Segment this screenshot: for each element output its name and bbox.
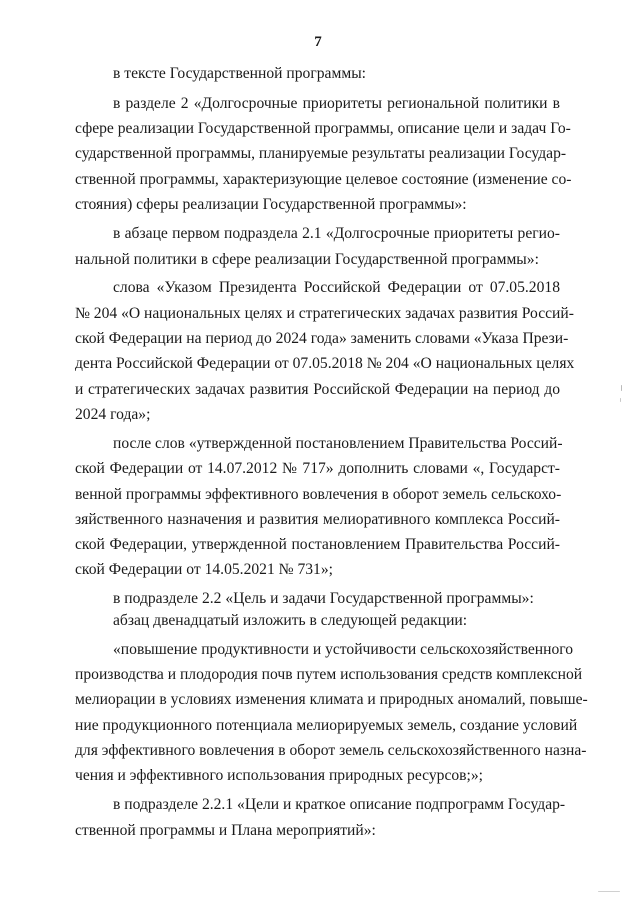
page-number: 7 (314, 34, 322, 50)
text-line-29: в подразделе 2.2.1 «Цели и краткое описание подпрограмм Государ- (113, 796, 566, 813)
text-line-27: для эффективного вовлечения в оборот земель сельскохозяйственного назна- (75, 742, 587, 759)
text-line-10: № 204 «О национальных целях и стратегических задачах развития Россий- (75, 305, 574, 322)
text-line-13: и стратегических задачах развития Российской Федерации на период до (75, 381, 560, 398)
text-line-4: сударственной программы, планируемые результаты реализации Государ- (75, 145, 567, 162)
text-line-22: абзац двенадцатый изложить в следующей редакции: (113, 612, 468, 629)
text-line-30: ственной программы и Плана мероприятий»: (75, 822, 376, 839)
text-line-6: стояния) сферы реализации Государственной программы»: (75, 196, 467, 213)
text-line-2: в разделе 2 «Долгосрочные приоритеты региональной политики в (113, 95, 560, 112)
text-line-24: производства и плодородия почв путем использования средств комплексной (75, 666, 583, 683)
scan-speck (598, 891, 620, 892)
text-line-5: ственной программы, характеризующие целевое состояние (изменение со- (75, 171, 572, 188)
text-line-9: слова «Указом Президента Российской Федерации от 07.05.2018 (113, 279, 560, 296)
text-line-20: ской Федерации от 14.05.2021 № 731»; (75, 561, 333, 578)
text-line-17: венной программы эффективного вовлечения в оборот земель сельскохо- (75, 486, 562, 503)
text-line-12: дента Российской Федерации от 07.05.2018 № 204 «О национальных целях (75, 355, 575, 372)
text-line-23: «повышение продуктивности и устойчивости сельскохозяйственного (113, 641, 574, 658)
text-line-25: мелиорации в условиях изменения климата и природных аномалий, повыше- (75, 691, 588, 708)
text-line-1: в тексте Государственной программы: (113, 65, 367, 82)
text-line-14: 2024 года»; (75, 406, 151, 423)
text-line-7: в абзаце первом подраздела 2.1 «Долгосрочные приоритеты регио- (113, 225, 560, 242)
text-line-18: зяйственного назначения и развития мелиоративного комплекса Россий- (75, 511, 560, 528)
text-line-21: в подразделе 2.2 «Цель и задачи Государственной программы»: (113, 590, 534, 607)
text-line-15: после слов «утвержденной постановлением Правительства Россий- (113, 435, 563, 452)
text-line-19: ской Федерации, утвержденной постановлением Правительства Россий- (75, 536, 560, 553)
text-line-28: чения и эффективного использования природных ресурсов;»; (75, 767, 483, 784)
text-line-16: ской Федерации от 14.07.2012 № 717» дополнить словами «, Государст- (75, 460, 560, 477)
text-line-26: ние продукционного потенциала мелиорируемых земель, создание условий (75, 717, 578, 734)
text-line-11: ской Федерации на период до 2024 года» заменить словами «Указа Прези- (75, 330, 569, 347)
text-line-8: нальной политики в сфере реализации Государственной программы»: (75, 251, 539, 268)
text-line-3: сфере реализации Государственной программы, описание цели и задач Го- (75, 120, 571, 137)
scan-speck (620, 398, 621, 402)
scan-speck (621, 385, 622, 391)
